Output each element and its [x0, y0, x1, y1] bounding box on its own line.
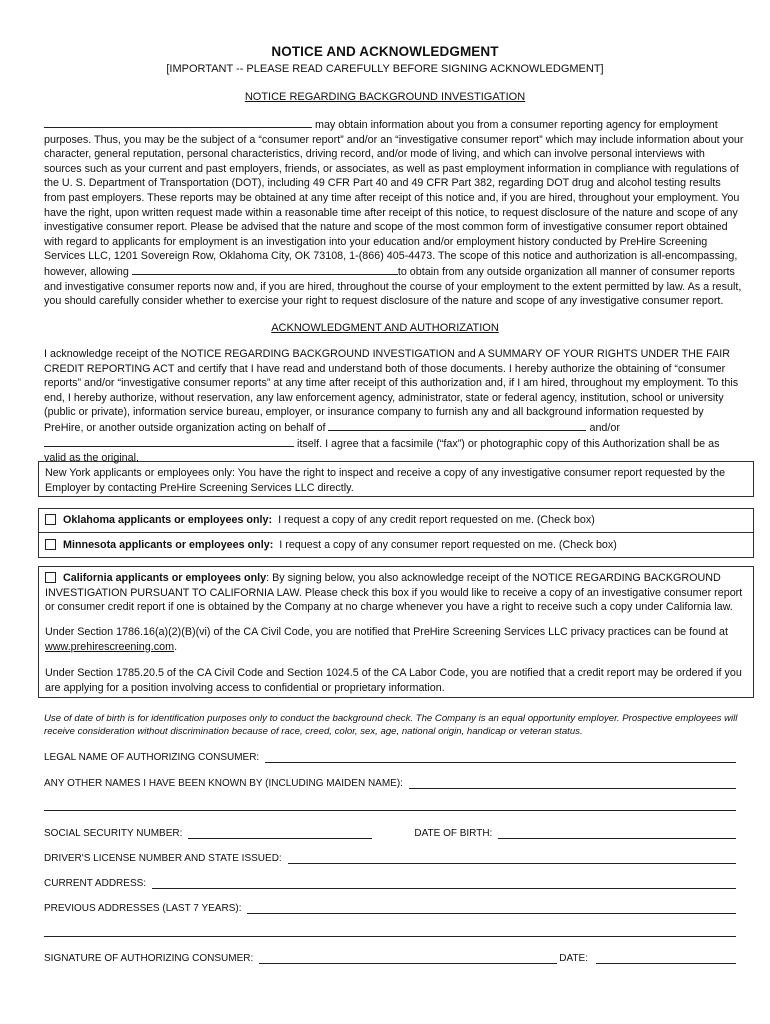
other-names-label: ANY OTHER NAMES I HAVE BEEN KNOWN BY (INCLUDING MAIDEN NAME): — [44, 778, 403, 789]
previous-addresses-field[interactable] — [247, 903, 736, 914]
minnesota-row — [45, 538, 751, 553]
minnesota-checkbox[interactable] — [45, 538, 63, 553]
employer-name-blank-2[interactable] — [132, 264, 398, 275]
page-title: NOTICE AND ACKNOWLEDGMENT — [271, 44, 499, 59]
signature-field[interactable] — [259, 953, 557, 964]
ssn-field[interactable] — [188, 828, 372, 839]
minnesota-label: Minnesota applicants or employees only: — [63, 539, 274, 551]
signature-row — [44, 950, 736, 964]
previous-addresses-label: PREVIOUS ADDRESSES (LAST 7 YEARS): — [44, 903, 242, 914]
date-label: DATE: — [559, 953, 588, 964]
legal-name-label: LEGAL NAME OF AUTHORIZING CONSUMER: — [44, 752, 260, 763]
page-subtitle: [IMPORTANT -- PLEASE READ CAREFULLY BEFORE SIGNING ACKNOWLEDGMENT] — [166, 63, 604, 75]
california-checkbox[interactable] — [45, 571, 63, 586]
legal-name-row — [44, 749, 736, 763]
prehire-website-link[interactable]: www.prehirescreening.com — [45, 640, 175, 653]
dob-label: DATE OF BIRTH: — [414, 828, 493, 839]
oklahoma-text: I request a copy of any credit report requested on me. (Check box) — [278, 514, 595, 526]
oklahoma-label: Oklahoma applicants or employees only: — [63, 514, 273, 526]
dob-field[interactable] — [498, 828, 736, 839]
current-address-field[interactable] — [152, 878, 736, 889]
oklahoma-checkbox[interactable] — [45, 513, 63, 528]
other-names-field[interactable] — [409, 778, 736, 789]
disclaimer-note: Use of date of birth is for identification purposes only to conduct the background check. The Company is an equal opportunity employer. Prospective employees will receive consideration without discrimination because of race, creed, color, sex, age, national origin, handicap or veteran status. — [44, 713, 738, 737]
newyork-text: New York applicants or employees only: You have the right to inspect and receive a copy of any investigative consumer report requested by the Employer by contacting PreHire Screening Services LLC directly. — [45, 467, 726, 494]
california-section-1786 — [45, 625, 749, 654]
oklahoma-row — [45, 513, 751, 528]
current-address-label: CURRENT ADDRESS: — [44, 878, 147, 889]
license-label: DRIVER'S LICENSE NUMBER AND STATE ISSUED: — [44, 853, 282, 864]
other-names-row — [44, 775, 736, 789]
company-blank[interactable] — [44, 436, 294, 447]
california-intro — [45, 571, 749, 615]
authorization-andor: and/or — [589, 421, 620, 434]
authorization-text-1: I acknowledge receipt of the NOTICE REGARDING BACKGROUND INVESTIGATION and A SUMMARY OF YOUR RIGHTS UNDER THE FAIR CREDIT REPORTING ACT and certify that I have read and understand both of those documents. I hereby authorize the obtaining of “consumer reports” and/or “investigative consumer reports” at any time after receipt of this authorization and, if I am hired, throughout my employment. To this end, I hereby authorize, without reservation, any law enforcement agency, administrator, state or federal agency, institution, school or university (public or private), information service bureau, employer, or insurance company to furnish any and all background information requested by PreHire, or another outside organization acting on behalf of — [44, 348, 739, 434]
california-text: : By signing below, you also acknowledge receipt of the NOTICE REGARDING BACKGROUND INVESTIGATION PURSUANT TO CALIFORNIA LAW. Please check this box if you would like to receive a copy of an investigative consumer report or consumer credit report if one is obtained by the Company at no charge whenever you have a right to receive such a copy under California law. — [45, 572, 743, 614]
authorization-heading: ACKNOWLEDGMENT AND AUTHORIZATION — [271, 322, 499, 334]
california-label: California applicants or employees only — [63, 572, 267, 584]
previous-addresses-row — [44, 900, 736, 914]
previous-addresses-field-line-2[interactable] — [44, 936, 736, 937]
california-box — [38, 566, 754, 698]
current-address-row — [44, 875, 736, 889]
license-field[interactable] — [288, 853, 736, 864]
ssn-label: SOCIAL SECURITY NUMBER: — [44, 828, 183, 839]
ok-mn-box — [38, 508, 754, 558]
notice-text-part1: may obtain information about you from a consumer reporting agency for employment purposes. Thus, you may be the subject of a “consumer report” and/or an “investigative consumer report” which may include information about your character, general reputation, personal characteristics, driving record, and/or mode of living, and which can involve personal interviews with sources such as your current and past employers, friends, or associates, as well as past employment information in compliance with regulations of the U. S. Department of Transportation (DOT), including 49 CFR Part 40 and 49 CFR Part 382, regarding DOT drug and alcohol testing results from past employers. These reports may be obtained at any time after receipt of this notice and, if you are hired, throughout your employment. You have the right, upon written request made within a reasonable time after receipt of this notice, to request disclosure of the nature and scope of any investigative consumer report. Please be advised that the nature and scope of the most common form of investigative consumer report obtained with regard to applicants for employment is an investigation into your education and/or employment history conducted by PreHire Screening Services LLC, 1201 Sovereign Row, Oklahoma City, OK 73108, 1-(866) 405-4473. The scope of this notice and authorization is all-encompassing, however, allowing — [44, 119, 744, 278]
date-field[interactable] — [596, 953, 736, 964]
organization-blank[interactable] — [328, 420, 586, 431]
california-link-suffix: . — [174, 640, 178, 653]
employer-name-blank-1[interactable] — [44, 117, 312, 128]
minnesota-text: I request a copy of any consumer report requested on me. (Check box) — [279, 539, 617, 551]
other-names-field-line-2[interactable] — [44, 810, 736, 811]
california-privacy-text: Under Section 1786.16(a)(2)(B)(vi) of the CA Civil Code, you are notified that PreHire Screening Services LLC privacy practices can be found at — [45, 626, 728, 638]
signature-label: SIGNATURE OF AUTHORIZING CONSUMER: — [44, 953, 254, 964]
newyork-box — [38, 461, 754, 497]
legal-name-field[interactable] — [265, 752, 736, 763]
notice-heading: NOTICE REGARDING BACKGROUND INVESTIGATION — [244, 91, 526, 103]
authorization-text-2: itself. I agree that a facsimile (“fax”) or photographic copy of this Authorization shall be as valid as the original. — [44, 437, 720, 465]
license-row — [44, 850, 736, 864]
ok-mn-divider — [38, 532, 754, 533]
notice-paragraph — [44, 117, 744, 309]
notice-text-part2: to obtain from any outside organization all manner of consumer reports and investigative consumer reports now and, if you are hired, throughout the course of your employment to the extent permitted by law. As a result, you should carefully consider whether to exercise your right to request disclosure of the nature and scope of any investigative consumer report. — [44, 265, 742, 308]
ssn-dob-row — [44, 825, 736, 839]
california-section-1785: Under Section 1785.20.5 of the CA Civil Code and Section 1024.5 of the CA Labor Code, you are notified that a credit report may be ordered if you are applying for a position involving access to confidential or proprietary information. — [45, 667, 742, 694]
authorization-paragraph — [44, 347, 744, 466]
